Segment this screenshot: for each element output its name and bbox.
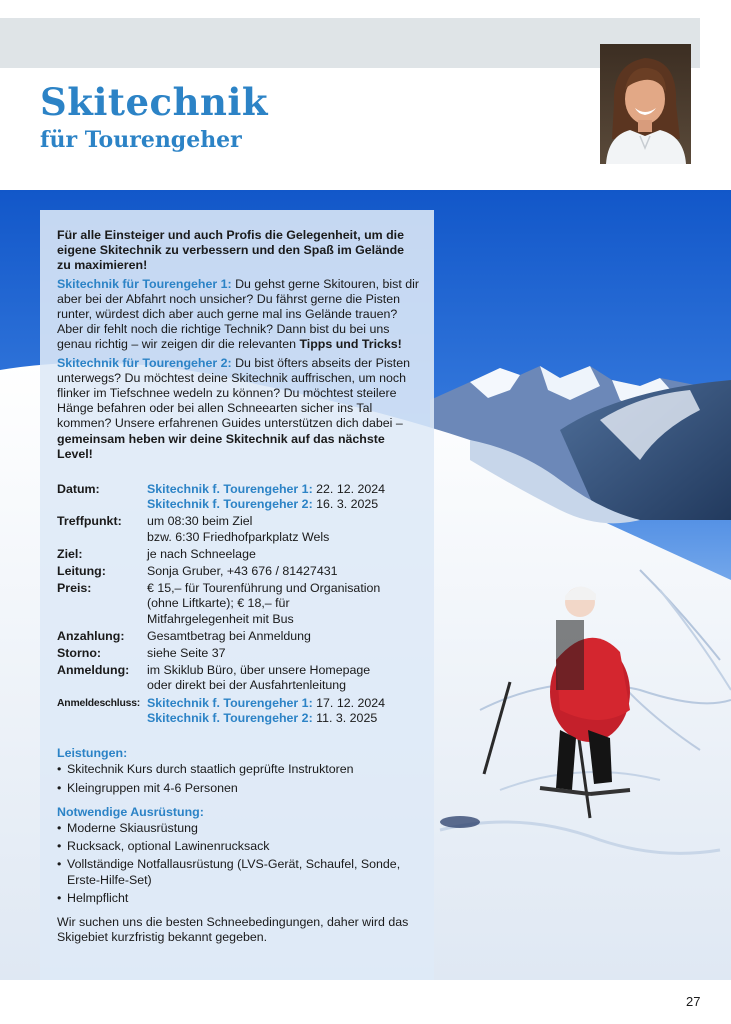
leitung-value: Sonja Gruber, +43 676 / 81427431 <box>147 564 338 579</box>
list-item: • Helmpflicht <box>57 891 420 906</box>
detail-row-anmeldung <box>57 663 420 693</box>
storno-value: siehe Seite 37 <box>147 646 226 661</box>
datum-line-1-course: Skitechnik f. Tourengeher 1: <box>147 482 313 497</box>
preis-line-3: Mitfahrgelegenheit mit Bus <box>147 611 294 626</box>
anmeldeschluss-label: Anmeldeschluss: <box>57 697 141 709</box>
list-item: • Skitechnik Kurs durch staatlich geprüfte Instruktoren <box>57 762 420 777</box>
page-title: Skitechnik <box>40 80 269 124</box>
details-table <box>57 482 420 726</box>
course-1-bold-end: Tipps und Tricks! <box>299 337 402 352</box>
ausruestung-heading: Notwendige Ausrüstung: <box>57 804 204 819</box>
leistungen-list <box>57 762 420 795</box>
leistungen-heading: Leistungen: <box>57 746 128 761</box>
detail-row-ziel <box>57 547 420 562</box>
detail-row-anmeldeschluss <box>57 696 420 726</box>
anmeldeschluss-line-1 <box>147 696 420 711</box>
info-text-box <box>40 210 434 980</box>
course-1-text: Du gehst gerne Skitouren, bist dir aber bei der Abfahrt noch unsicher? Du fährst gerne die Pisten runter, würdest dich aber auch gerne mal ins Gelände trauen? Aber dir fehlt noch die richtige Technik? Dann bist du bei uns genau richtig – wir zeigen dir die relevanten <box>57 276 419 352</box>
anmeldung-value <box>147 663 420 693</box>
detail-row-datum <box>57 482 420 512</box>
footer-note: Wir suchen uns die besten Schneebedingungen, daher wird das Skigebiet kurzfristig bekannt gegeben. <box>57 914 409 945</box>
course-1-description <box>57 277 420 353</box>
storno-label: Storno: <box>57 646 102 661</box>
list-item: • Rucksack, optional Lawinenrucksack <box>57 839 420 854</box>
detail-row-storno <box>57 646 420 661</box>
list-item: • Kleingruppen mit 4-6 Personen <box>57 781 420 796</box>
detail-row-preis <box>57 581 420 627</box>
anmeldeschluss-line-2 <box>147 711 420 726</box>
preis-line-2: (ohne Liftkarte); € 18,– für <box>147 596 290 611</box>
course-2-description <box>57 356 420 462</box>
datum-line-1 <box>147 482 420 497</box>
anmeldeschluss-value <box>147 696 420 726</box>
page-number: 27 <box>686 994 701 1009</box>
course-2-text: Du bist öfters abseits der Pisten unterwegs? Du möchtest deine Skitechnik auffrischen, um noch flinker im Tiefschnee wedeln zu können? Du möchtest steilere Hänge befahren oder bei allen Schneearten sicher ins Tal kommen? Unsere erfahrenen Guides unterstützen dich dabei – <box>57 355 411 431</box>
ziel-value: je nach Schneelage <box>147 546 256 561</box>
course-2-bold-end: gemeinsam heben wir deine Skitechnik auf das nächste Level! <box>57 431 385 461</box>
anzahlung-label: Anzahlung: <box>57 628 125 643</box>
guide-portrait-photo <box>600 44 691 164</box>
detail-row-anzahlung <box>57 629 420 644</box>
anmeldeschluss-line-2-course: Skitechnik f. Tourengeher 2: <box>147 710 313 725</box>
anmeldung-label: Anmeldung: <box>57 663 130 678</box>
leitung-label: Leitung: <box>57 564 106 579</box>
anmeldung-line-1: im Skiklub Büro, über unsere Homepage <box>147 663 371 678</box>
datum-line-2 <box>147 497 420 512</box>
treffpunkt-value <box>147 514 420 544</box>
anmeldung-line-2: oder direkt bei der Ausfahrtenleitung <box>147 678 347 693</box>
datum-value <box>147 482 420 512</box>
ziel-label: Ziel: <box>57 546 83 561</box>
portrait-illustration <box>600 44 691 164</box>
preis-label: Preis: <box>57 581 92 596</box>
anmeldeschluss-line-1-course: Skitechnik f. Tourengeher 1: <box>147 695 313 710</box>
treffpunkt-line-2: bzw. 6:30 Friedhofparkplatz Wels <box>147 529 330 544</box>
preis-line-1: € 15,– für Tourenführung und Organisation <box>147 581 381 596</box>
course-2-label: Skitechnik für Tourengeher 2: <box>57 355 232 370</box>
course-1-label: Skitechnik für Tourengeher 1: <box>57 276 232 291</box>
datum-line-2-date: 16. 3. 2025 <box>312 497 379 512</box>
anmeldeschluss-line-1-date: 17. 12. 2024 <box>312 695 386 710</box>
page-subtitle: für Tourengeher <box>40 127 242 153</box>
datum-label: Datum: <box>57 482 100 497</box>
list-item: • Vollständige Notfallausrüstung (LVS-Gerät, Schaufel, Sonde, Erste-Hilfe-Set) <box>57 857 420 887</box>
detail-row-leitung <box>57 564 420 579</box>
treffpunkt-line-1: um 08:30 beim Ziel <box>147 514 253 529</box>
preis-value <box>147 581 420 627</box>
detail-row-treffpunkt <box>57 514 420 544</box>
list-item: • Moderne Skiausrüstung <box>57 821 420 836</box>
treffpunkt-label: Treffpunkt: <box>57 514 122 529</box>
header-band <box>0 18 700 68</box>
anmeldeschluss-line-2-date: 11. 3. 2025 <box>312 710 378 725</box>
intro-paragraph: Für alle Einsteiger und auch Profis die Gelegenheit, um die eigene Skitechnik zu verbessern und den Spaß im Gelände zu maximieren! <box>57 228 405 273</box>
datum-line-2-course: Skitechnik f. Tourengeher 2: <box>147 497 313 512</box>
anzahlung-value: Gesamtbetrag bei Anmeldung <box>147 628 311 643</box>
ausruestung-list <box>57 821 420 906</box>
datum-line-1-date: 22. 12. 2024 <box>312 482 386 497</box>
